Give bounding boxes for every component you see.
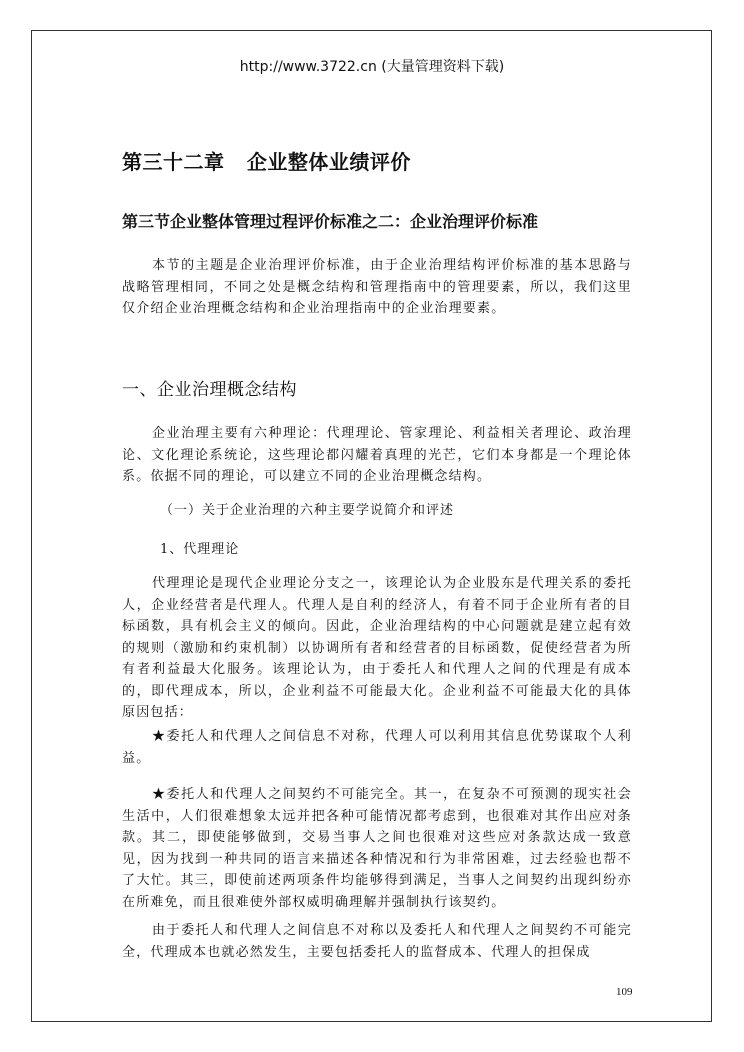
intro-paragraph: 本节的主题是企业治理评价标准，由于企业治理结构评价标准的基本思路与战略管理相同，不同之处是概念结构和管理指南中的管理要素，所以，我们这里仅介绍企业治理概念结构和企业治理指南中的企业治理要素。 (122, 258, 632, 316)
chapter-number: 第三十二章 (122, 150, 225, 174)
sub-item-six-theories: （一）关于企业治理的六种主要学说简介和评述 (160, 503, 455, 518)
closing-paragraph: 由于委托人和代理人之间信息不对称以及委托人和代理人之间契约不可能完全，代理成本也就必然发生，主要包括委托人的监督成本、代理人的担保成 (122, 923, 632, 960)
theory-paragraph: 企业治理主要有六种理论：代理理论、管家理论、利益相关者理论、政治理论、文化理论系统论，这些理论都闪耀着真理的光芒，它们本身都是一个理论体系。依据不同的理论，可以建立不同的企业治理概念结构。 (122, 426, 632, 484)
chapter-title (122, 146, 411, 175)
agency-paragraph: 代理理论是现代企业理论分支之一，该理论认为企业股东是代理关系的委托人，企业经营者是代理人。代理人是自利的经济人，有着不同于企业所有者的目标函数，具有机会主义的倾向。因此，企业治理结构的中心问题就是建立起有效的规则（激励和约束机制）以协调所有者和经营者的目标函数，促使经营者为所有者利益最大化服务。该理论认为，由于委托人和代理人之间的代理是有成本的，即代理成本，所以，企业利益不可能最大化。企业利益不可能最大化的具体原因包括： (122, 576, 632, 720)
page-header (0, 56, 744, 76)
sub-item-agency-theory: 1、代理理论 (160, 542, 240, 557)
chapter-name: 企业整体业绩评价 (246, 150, 411, 174)
header-url[interactable]: http://www.3722.cn (239, 59, 377, 75)
bullet-information-asymmetry: ★委托人和代理人之间信息不对称，代理人可以利用其信息优势谋取个人利益。 (122, 729, 632, 766)
page-number: 109 (616, 986, 633, 998)
bullet-incomplete-contract: ★委托人和代理人之间契约不可能完全。其一，在复杂不可预测的现实社会生活中，人们很难想象太远并把各种可能情况都考虑到，也很难对其作出应对条款。其二，即使能够做到，交易当事人之间也很难对这些应对条款达成一致意见，因为找到一种共同的语言来描述各种情况和行为非常困难，过去经验也帮不了大忙。其三，即使前述两项条件均能够得到满足，当事人之间契约出现纠纷亦在所难免，而且很难使外部权威明确理解并强制执行该契约。 (122, 787, 632, 910)
header-note: (大量管理资料下载) (381, 59, 505, 75)
section-title: 第三节企业整体管理过程评价标准之二：企业治理评价标准 (122, 212, 539, 231)
subheading-concept-structure: 一、企业治理概念结构 (122, 380, 297, 400)
